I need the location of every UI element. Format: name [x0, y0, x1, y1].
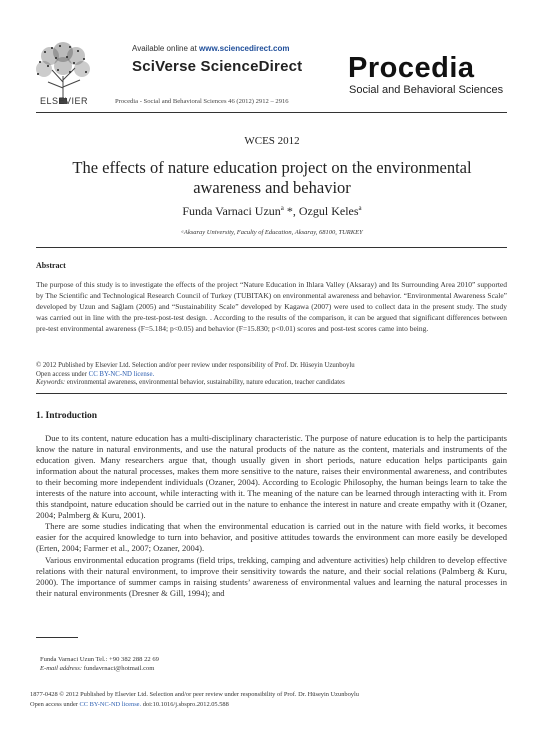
keywords-line	[36, 379, 507, 388]
keywords-label: Keywords:	[36, 379, 66, 387]
conference-name: WCES 2012	[244, 135, 300, 147]
section-heading: 1. Introduction	[36, 411, 98, 421]
author-1-affil-mark: a	[280, 204, 284, 212]
title-rule	[36, 247, 507, 248]
elsevier-wordmark: ELSEVIER	[39, 96, 89, 106]
paragraph: There are some studies indicating that when the environmental education is carried out in the nature with field works, it becomes easier for the acquired knowledge to turn into behavior, and positive attitudes towards the environment can more easily be developed (Erten, 2004; Farmer et al., 2007; Ozaner, 2004).	[36, 521, 507, 554]
author-2: Ozgul Keles	[298, 204, 359, 218]
abstract-meta	[36, 362, 507, 388]
footer-copyright: 1877-0428 © 2012 Published by Elsevier Ltd. Selection and/or peer review under responsibility of Prof. Dr. Hüseyin Uzunboylu	[30, 691, 359, 698]
abstract-text: The purpose of this study is to investigate the effects of the project “Nature Education in Ihlara Valley (Aksaray) and Its Surrounding Area 2010” supported by The Scientific and Technological Research Council of Turkey (TUBITAK) on environmental awareness and behavior. “Environmental Awareness Scale” developed by Uzun and Sağlam (2005) and “Sustainability Scale” developed by Kagawa (2007) were used to collect data in the present study. The study was carried out in line with the pre-test-post-test design. . According to the results of the comparison, it can be argued that significant differences between pre-test environmental awareness (F=5.184; p<0.05) and behavior (F=15.830; p<0.01) scores and post-test scores came into being.	[36, 280, 507, 333]
paragraph: Various environmental education programs (field trips, trekking, camping and adventure activities) help children to develop effective relations with their natural environment, to improve their sensitivity towards the nature, and their social relations (Palmberg & Kuru, 2000). The importance of summer camps in raising students’ awareness of environmental values and learning the natural processes in their natural environments (Dresner & Gill, 1994); and	[36, 554, 507, 598]
page-footer	[30, 690, 359, 710]
author-1: Funda Varnaci Uzun	[182, 204, 281, 218]
available-online	[132, 44, 289, 53]
footer-doi: doi:10.1016/j.sbspro.2012.05.588	[141, 701, 229, 708]
abstract-heading: Abstract	[36, 261, 66, 270]
available-prefix: Available online at	[132, 44, 197, 53]
keywords-list: environmental awareness, environmental behavior, sustainability, nature education, teacher candidates	[65, 379, 345, 387]
procedia-logo-title: Procedia	[348, 52, 475, 84]
email-address[interactable]: fundavrnaci@hotmail.com	[82, 665, 155, 672]
author-list	[0, 204, 544, 219]
footnote-phone: Funda Varnaci Uzun Tel.: +90 382 288 22 69	[40, 656, 159, 663]
open-access-prefix: Open access under	[36, 370, 89, 378]
footnote-rule	[36, 637, 78, 638]
paragraph: Due to its content, nature education has a multi-disciplinary characteristic. The purpose of nature education is to help the participants know the nature in natural environments, and use the natural products of the nature as the content, materials and instruments of the education given. Many researchers argue that, though usually given in short periods, nature education helps participants gain information about the natural processes, makes them more sensitive to the nature, raises their environmental awareness, and contributes to their becoming more independent individuals (Ozaner, 2004). According to Ecologic Philosophy, the human beings learn to take the interests of the nature into account, while interacting with it. The meaning of the nature can be learned through interacting with it. From this standpoint, nature education should be carried out in the nature to enhance the interest in nature and create empathy with it (Ozaner, 2004; Palmberg & Kuru, 2001).	[36, 433, 507, 521]
procedia-logo-subtitle: Social and Behavioral Sciences	[349, 84, 504, 96]
author-2-affil-mark: a	[358, 204, 362, 212]
footnote-email-line	[40, 664, 159, 673]
footer-license-link[interactable]: CC BY-NC-ND license.	[79, 701, 142, 708]
sciverse-logo-text: SciVerse ScienceDirect	[132, 58, 303, 75]
sciencedirect-link[interactable]: www.sciencedirect.com	[199, 44, 290, 53]
author-separator: *,	[283, 204, 299, 218]
journal-citation: Procedia - Social and Behavioral Sciences 46 (2012) 2912 – 2916	[115, 98, 289, 105]
footer-open-access	[30, 700, 359, 710]
copyright-line: © 2012 Published by Elsevier Ltd. Selection and/or peer review under responsibility of Prof. Dr. Hüseyin Uzunboylu	[36, 362, 355, 369]
email-label: E-mail address:	[40, 665, 83, 672]
affiliation: ᵃAksaray University, Faculty of Education, Aksaray, 68100, TURKEY	[181, 229, 363, 236]
footnote	[40, 655, 159, 673]
header-rule	[36, 112, 507, 113]
license-link[interactable]: CC BY-NC-ND license.	[88, 370, 155, 378]
open-access-line	[36, 371, 507, 380]
abstract-rule	[36, 393, 507, 394]
footer-open-access-prefix: Open access under	[30, 701, 80, 708]
body-text	[36, 433, 507, 599]
paper-title: The effects of nature education project on the environmental awareness and behavior	[72, 158, 472, 197]
